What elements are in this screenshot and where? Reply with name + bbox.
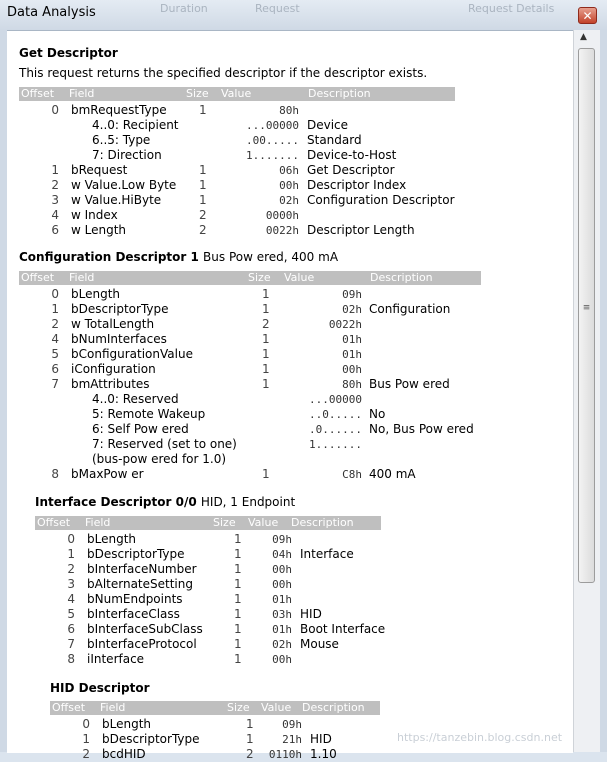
- offset-cell: 5: [67, 607, 75, 621]
- offset-cell: 7: [51, 377, 59, 391]
- value-cell: 09h: [282, 718, 302, 731]
- table-row: [19, 163, 559, 178]
- value-cell: 01h: [272, 623, 292, 636]
- size-cell: 1: [262, 302, 270, 316]
- background-header-duration: Duration: [160, 2, 208, 15]
- offset-cell: 3: [67, 577, 75, 591]
- value-cell: 0110h: [268, 748, 302, 761]
- value-cell: 02h: [342, 303, 362, 316]
- value-cell: ..0.....: [309, 408, 362, 421]
- field-cell: w Value.Low Byte: [71, 178, 177, 192]
- background-header-request-details: Request Details: [468, 2, 555, 15]
- table-row: [19, 223, 559, 238]
- offset-cell: 7: [67, 637, 75, 651]
- value-cell: 01h: [342, 333, 362, 346]
- value-cell: 00h: [342, 363, 362, 376]
- field-cell: bInterfaceClass: [87, 607, 180, 621]
- header-value: Value: [221, 87, 252, 100]
- description-cell: No, Bus Pow ered: [369, 422, 474, 436]
- field-cell: iInterface: [87, 652, 145, 666]
- header-size: Size: [186, 87, 209, 100]
- window-frame-right: [600, 30, 607, 752]
- offset-cell: 6: [51, 362, 59, 376]
- description-cell: Descriptor Index: [307, 178, 407, 192]
- table-row: [19, 422, 559, 437]
- value-cell: 00h: [272, 563, 292, 576]
- header-value: Value: [284, 271, 315, 284]
- table-row: [35, 652, 575, 667]
- table-row: [35, 607, 575, 622]
- field-cell: bDescriptorType: [87, 547, 185, 561]
- table-row: [19, 193, 559, 208]
- offset-cell: 2: [67, 562, 75, 576]
- table-row: [50, 747, 590, 762]
- table-row: [19, 178, 559, 193]
- close-button[interactable]: ✕: [578, 7, 597, 24]
- size-cell: 1: [234, 547, 242, 561]
- offset-cell: 1: [82, 732, 90, 746]
- header-description: Description: [291, 516, 354, 529]
- value-cell: 02h: [279, 194, 299, 207]
- field-cell: 5: Remote Wakeup: [92, 407, 206, 421]
- value-cell: 01h: [272, 593, 292, 606]
- table-row: [35, 532, 575, 547]
- field-cell: bmAttributes: [71, 377, 150, 391]
- section-title: Configuration Descriptor 1 Bus Pow ered, 400 mA: [19, 250, 339, 264]
- table-row: [19, 362, 559, 377]
- table-row: [19, 287, 559, 302]
- description-cell: Interface: [300, 547, 354, 561]
- size-cell: 1: [246, 717, 254, 731]
- field-cell: bMaxPow er: [71, 467, 144, 481]
- description-cell: Device: [307, 118, 349, 132]
- value-cell: 00h: [272, 653, 292, 666]
- field-cell: 6..5: Type: [92, 133, 151, 147]
- description-cell: Configuration Descriptor: [307, 193, 455, 207]
- field-cell: w Length: [71, 223, 127, 237]
- header-field: Field: [100, 701, 126, 714]
- field-cell: 4..0: Reserved: [92, 392, 179, 406]
- offset-cell: 8: [67, 652, 75, 666]
- offset-cell: 0: [67, 532, 75, 546]
- table-row: [19, 148, 559, 163]
- table-header: [35, 516, 381, 530]
- field-cell: bcdHID: [102, 747, 146, 761]
- field-cell: 4..0: Recipient: [92, 118, 179, 132]
- size-cell: 1: [234, 652, 242, 666]
- size-cell: 1: [246, 732, 254, 746]
- analysis-content: [7, 30, 573, 761]
- size-cell: 1: [234, 607, 242, 621]
- field-cell: bAlternateSetting: [87, 577, 193, 591]
- field-cell: bInterfaceProtocol: [87, 637, 197, 651]
- value-cell: .0......: [309, 423, 362, 436]
- size-cell: 1: [234, 592, 242, 606]
- table-row: [19, 332, 559, 347]
- size-cell: 1: [262, 287, 270, 301]
- table-row: [19, 118, 559, 133]
- value-cell: 1.......: [309, 438, 362, 451]
- offset-cell: 5: [51, 347, 59, 361]
- size-cell: 1: [199, 103, 207, 117]
- offset-cell: 2: [51, 178, 59, 192]
- field-cell: bNumInterfaces: [71, 332, 167, 346]
- description-cell: Device-to-Host: [307, 148, 397, 162]
- description-cell: Mouse: [300, 637, 339, 651]
- table-row: [35, 592, 575, 607]
- header-value: Value: [248, 516, 279, 529]
- size-cell: 1: [199, 178, 207, 192]
- size-cell: 1: [199, 193, 207, 207]
- table-row: [50, 717, 590, 732]
- size-cell: 1: [234, 532, 242, 546]
- field-cell: bConfigurationValue: [71, 347, 193, 361]
- field-cell: bDescriptorType: [102, 732, 200, 746]
- vertical-scrollbar[interactable]: [573, 30, 600, 752]
- offset-cell: 0: [51, 103, 59, 117]
- value-cell: 80h: [342, 378, 362, 391]
- description-cell: Bus Pow ered: [369, 377, 450, 391]
- table-row: [19, 407, 559, 422]
- value-cell: ...00000: [246, 119, 299, 132]
- size-cell: 1: [234, 562, 242, 576]
- field-cell: w Index: [71, 208, 118, 222]
- size-cell: 1: [234, 577, 242, 591]
- field-cell: iConfiguration: [71, 362, 156, 376]
- value-cell: 0022h: [328, 318, 362, 331]
- offset-cell: 2: [82, 747, 90, 761]
- offset-cell: 4: [67, 592, 75, 606]
- description-cell: Configuration: [369, 302, 451, 316]
- size-cell: 1: [234, 622, 242, 636]
- offset-cell: 3: [51, 193, 59, 207]
- size-cell: 2: [199, 208, 207, 222]
- title-bar: [0, 0, 607, 30]
- field-cell: bInterfaceSubClass: [87, 622, 203, 636]
- field-cell: bmRequestType: [71, 103, 167, 117]
- value-cell: .00.....: [246, 134, 299, 147]
- field-cell: 6: Self Pow ered: [92, 422, 189, 436]
- header-offset: Offset: [21, 271, 55, 284]
- field-cell: (bus-pow ered for 1.0): [92, 452, 227, 466]
- description-cell: Standard: [307, 133, 362, 147]
- table-row: [35, 547, 575, 562]
- size-cell: 1: [262, 332, 270, 346]
- field-cell: bDescriptorType: [71, 302, 169, 316]
- field-cell: bNumEndpoints: [87, 592, 183, 606]
- size-cell: 1: [262, 362, 270, 376]
- table-row: [35, 637, 575, 652]
- offset-cell: 2: [51, 317, 59, 331]
- description-cell: HID: [310, 732, 332, 746]
- field-cell: w TotalLength: [71, 317, 155, 331]
- description-cell: 1.10: [310, 747, 337, 761]
- table-row: [19, 302, 559, 317]
- watermark: https://tanzebin.blog.csdn.net: [397, 731, 563, 744]
- background-header-request: Request: [255, 2, 300, 15]
- header-description: Description: [302, 701, 365, 714]
- size-cell: 2: [199, 223, 207, 237]
- table-row: [35, 622, 575, 637]
- offset-cell: 8: [51, 467, 59, 481]
- offset-cell: 4: [51, 208, 59, 222]
- header-field: Field: [85, 516, 111, 529]
- offset-cell: 0: [82, 717, 90, 731]
- value-cell: 03h: [272, 608, 292, 621]
- value-cell: 09h: [342, 288, 362, 301]
- section-title: Interface Descriptor 0/0 HID, 1 Endpoint: [35, 495, 296, 509]
- table-row: [19, 437, 559, 452]
- value-cell: 0000h: [265, 209, 299, 222]
- scroll-up-icon[interactable]: ▲: [580, 32, 587, 42]
- table-row: [35, 577, 575, 592]
- offset-cell: 1: [51, 163, 59, 177]
- table-row: [19, 452, 559, 467]
- size-cell: 1: [234, 637, 242, 651]
- value-cell: 21h: [282, 733, 302, 746]
- grip-icon: ≡: [582, 303, 591, 313]
- header-size: Size: [248, 271, 271, 284]
- description-cell: 400 mA: [369, 467, 416, 481]
- description-cell: Get Descriptor: [307, 163, 395, 177]
- table-row: [19, 103, 559, 118]
- size-cell: 2: [262, 317, 270, 331]
- header-description: Description: [370, 271, 433, 284]
- size-cell: 1: [262, 377, 270, 391]
- window-frame-left: [0, 30, 7, 752]
- value-cell: 00h: [279, 179, 299, 192]
- size-cell: 1: [262, 467, 270, 481]
- section-title: HID Descriptor: [50, 681, 150, 695]
- value-cell: ...00000: [309, 393, 362, 406]
- value-cell: 04h: [272, 548, 292, 561]
- table-row: [19, 347, 559, 362]
- header-field: Field: [69, 87, 95, 100]
- header-description: Description: [308, 87, 371, 100]
- value-cell: 09h: [272, 533, 292, 546]
- table-row: [19, 467, 559, 482]
- field-cell: bInterfaceNumber: [87, 562, 197, 576]
- size-cell: 1: [262, 347, 270, 361]
- header-size: Size: [213, 516, 236, 529]
- value-cell: 06h: [279, 164, 299, 177]
- table-header: [19, 271, 481, 285]
- value-cell: 80h: [279, 104, 299, 117]
- field-cell: bLength: [87, 532, 137, 546]
- section-title: Get Descriptor: [19, 46, 118, 60]
- description-cell: HID: [300, 607, 322, 621]
- offset-cell: 1: [51, 302, 59, 316]
- section-description: This request returns the specified descriptor if the descriptor exists.: [19, 66, 428, 80]
- header-offset: Offset: [37, 516, 71, 529]
- size-cell: 1: [199, 163, 207, 177]
- value-cell: 02h: [272, 638, 292, 651]
- window-title: Data Analysis: [7, 5, 96, 20]
- description-cell: No: [369, 407, 386, 421]
- offset-cell: 6: [51, 223, 59, 237]
- value-cell: 0022h: [265, 224, 299, 237]
- header-size: Size: [227, 701, 250, 714]
- table-row: [19, 392, 559, 407]
- value-cell: 00h: [272, 578, 292, 591]
- value-cell: 1.......: [246, 149, 299, 162]
- field-cell: bRequest: [71, 163, 128, 177]
- table-row: [35, 562, 575, 577]
- size-cell: 2: [246, 747, 254, 761]
- description-cell: Boot Interface: [300, 622, 386, 636]
- description-cell: Descriptor Length: [307, 223, 415, 237]
- field-cell: bLength: [71, 287, 121, 301]
- header-offset: Offset: [21, 87, 55, 100]
- field-cell: 7: Reserved (set to one): [92, 437, 237, 451]
- table-header: [50, 701, 380, 715]
- field-cell: bLength: [102, 717, 152, 731]
- field-cell: 7: Direction: [92, 148, 162, 162]
- value-cell: 01h: [342, 348, 362, 361]
- value-cell: C8h: [342, 468, 362, 481]
- offset-cell: 4: [51, 332, 59, 346]
- header-value: Value: [261, 701, 292, 714]
- field-cell: w Value.HiByte: [71, 193, 162, 207]
- table-header: [19, 87, 455, 101]
- offset-cell: 6: [67, 622, 75, 636]
- table-row: [19, 317, 559, 332]
- table-row: [19, 208, 559, 223]
- header-field: Field: [69, 271, 95, 284]
- offset-cell: 0: [51, 287, 59, 301]
- table-row: [19, 377, 559, 392]
- offset-cell: 1: [67, 547, 75, 561]
- header-offset: Offset: [52, 701, 86, 714]
- table-row: [19, 133, 559, 148]
- scrollbar-thumb[interactable]: [578, 48, 595, 583]
